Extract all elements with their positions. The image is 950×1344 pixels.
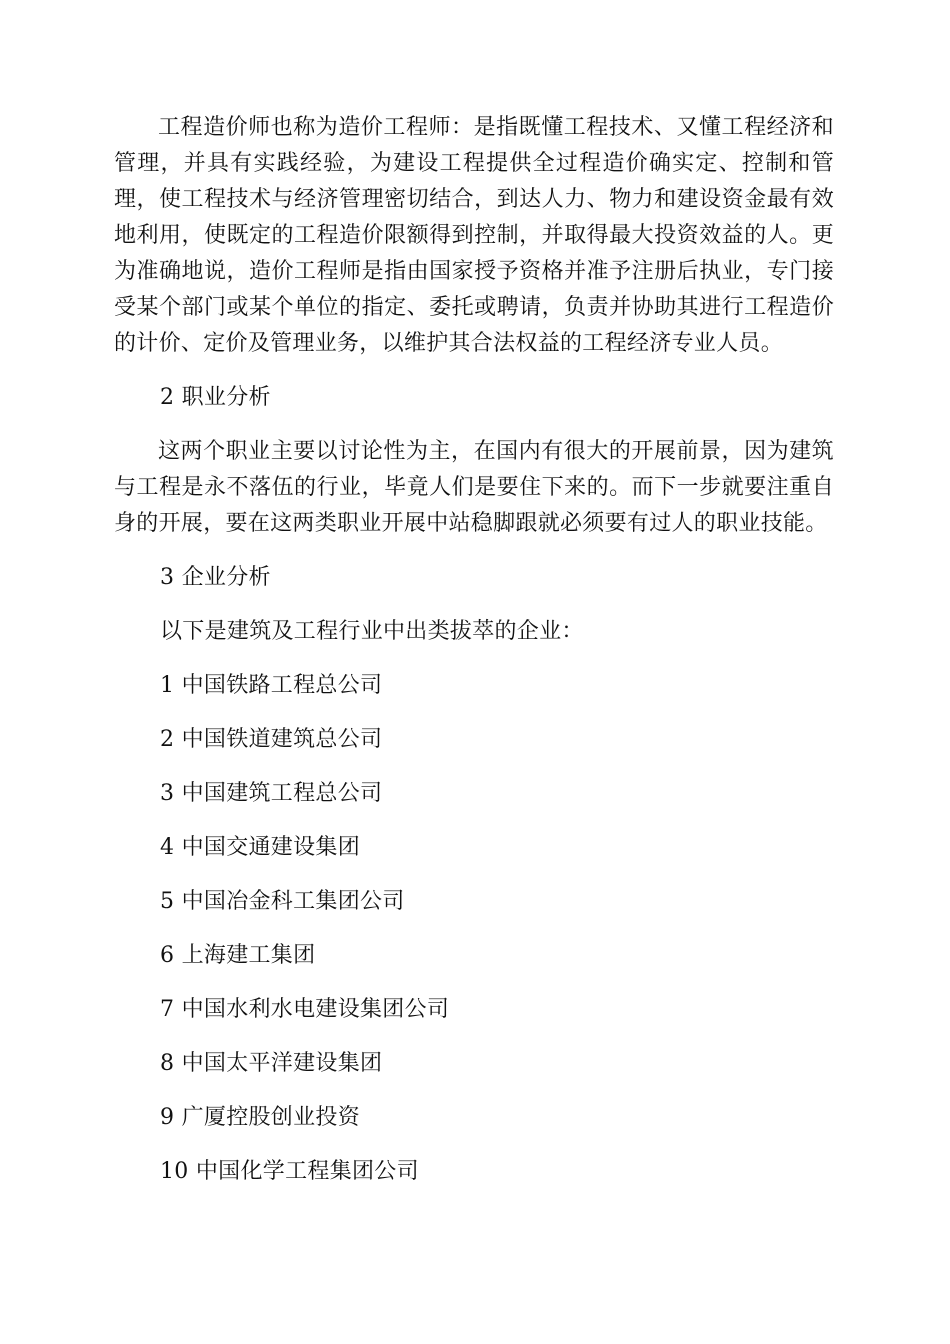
list-item: 8 中国太平洋建设集团 bbox=[160, 1051, 383, 1076]
list-item: 6 上海建工集团 bbox=[160, 943, 316, 968]
list-item: 1 中国铁路工程总公司 bbox=[160, 673, 383, 698]
spacer bbox=[114, 596, 834, 614]
list-item: 10 中国化学工程集团公司 bbox=[160, 1159, 419, 1184]
list-item: 2 中国铁道建筑总公司 bbox=[160, 727, 383, 752]
spacer bbox=[114, 974, 834, 992]
intro-paragraph: 工程造价师也称为造价工程师：是指既懂工程技术、又懂工程经济和管理，并具有实践经验，为建设工程提供全过程造价确实定、控制和管理，使工程技术与经济管理密切结合，到达人力、物力和建设资金最有效地利用，使既定的工程造价限额得到控制，并取得最大投资效益的人。更为准确地说，造价工程师是指由国家授予资格并准予注册后执业，专门接受某个部门或某个单位的指定、委托或聘请，负责并协助其进行工程造价的计价、定价及管理业务，以维护其合法权益的工程经济专业人员。 bbox=[114, 115, 834, 356]
section-2-heading: 2 职业分析 bbox=[160, 385, 271, 410]
spacer bbox=[114, 542, 834, 560]
section-2-paragraph: 这两个职业主要以讨论性为主，在国内有很大的开展前景，因为建筑与工程是永不落伍的行业，毕竟人们是要住下来的。而下一步就要注重自身的开展，要在这两类职业开展中站稳脚跟就必须要有过人的职业技能。 bbox=[114, 439, 834, 536]
spacer bbox=[114, 812, 834, 830]
spacer bbox=[114, 704, 834, 722]
list-item: 4 中国交通建设集团 bbox=[160, 835, 360, 860]
spacer bbox=[114, 362, 834, 380]
list-item: 3 中国建筑工程总公司 bbox=[160, 781, 383, 806]
section-3-intro: 以下是建筑及工程行业中出类拔萃的企业： bbox=[160, 619, 584, 644]
spacer bbox=[114, 1028, 834, 1046]
spacer bbox=[114, 920, 834, 938]
spacer bbox=[114, 758, 834, 776]
spacer bbox=[114, 416, 834, 434]
section-3-heading: 3 企业分析 bbox=[160, 565, 271, 590]
list-item: 9 广厦控股创业投资 bbox=[160, 1105, 360, 1130]
spacer bbox=[114, 1082, 834, 1100]
spacer bbox=[114, 1136, 834, 1154]
spacer bbox=[114, 650, 834, 668]
list-item: 5 中国冶金科工集团公司 bbox=[160, 889, 405, 914]
spacer bbox=[114, 866, 834, 884]
document-page bbox=[114, 110, 834, 1190]
list-item: 7 中国水利水电建设集团公司 bbox=[160, 997, 450, 1022]
